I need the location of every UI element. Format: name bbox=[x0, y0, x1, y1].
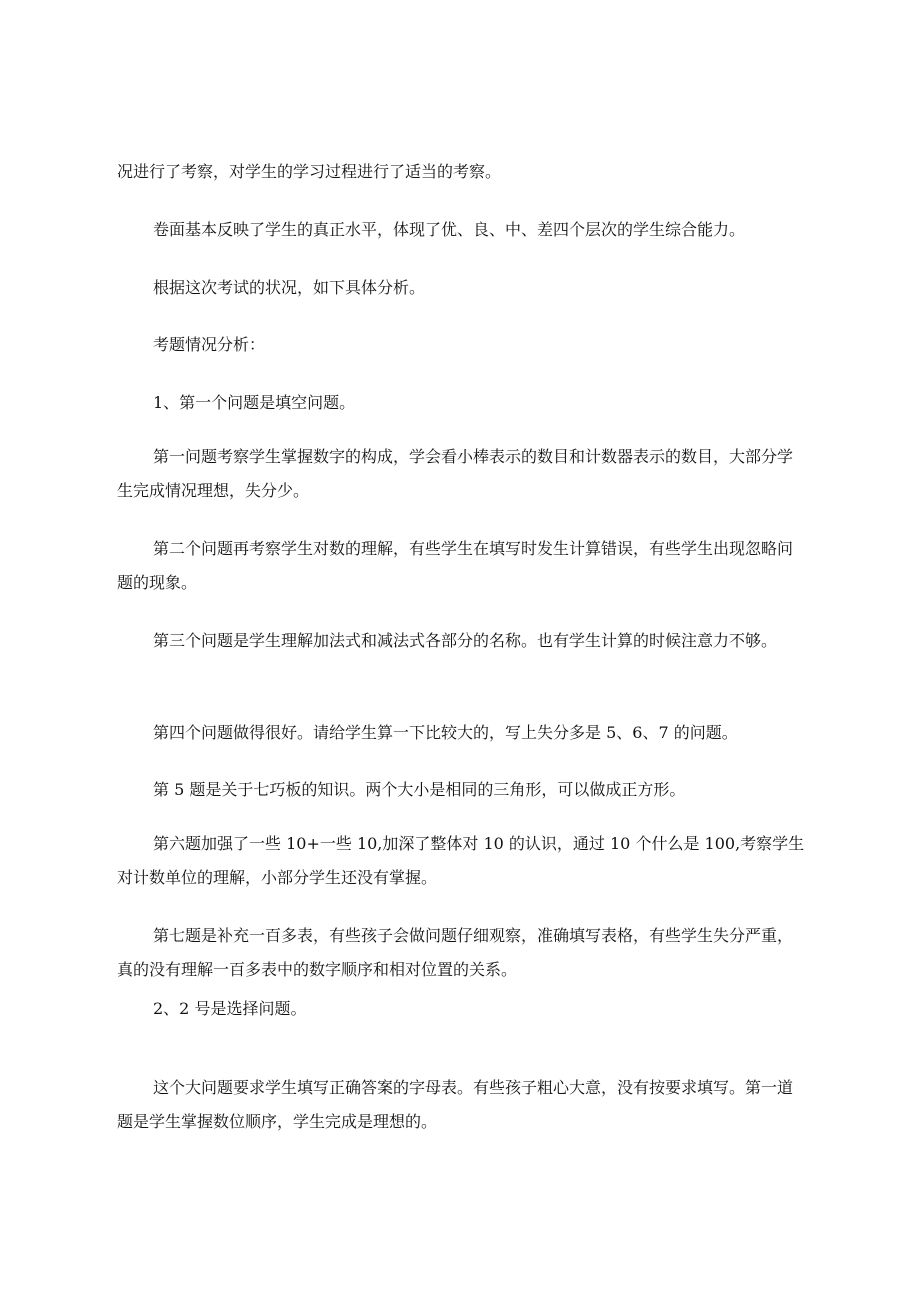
subheading-multiple-choice: 2、2 号是选择问题。 bbox=[153, 999, 307, 1018]
paragraph-question-1: 第一问题考察学生掌握数字的构成，学会看小棒表示的数目和计数器表示的数目，大部分学生完成情况理想，失分少。 bbox=[117, 447, 794, 500]
paragraph-question-5: 第 5 题是关于七巧板的知识。两个大小是相同的三角形，可以做成正方形。 bbox=[153, 780, 686, 799]
paragraph-multiple-choice-detail: 这个大问题要求学生填写正确答案的字母表。有些孩子粗心大意，没有按要求填写。第一道题是学生掌握数位顺序，学生完成是理想的。 bbox=[117, 1078, 794, 1131]
section-heading-question-analysis: 考题情况分析： bbox=[153, 335, 266, 354]
paragraph-continuation: 况进行了考察，对学生的学习过程进行了适当的考察。 bbox=[117, 162, 502, 181]
paragraph-analysis-intro: 根据这次考试的状况，如下具体分析。 bbox=[153, 278, 426, 297]
paragraph-question-6: 第六题加强了一些 10+一些 10,加深了整体对 10 的认识，通过 10 个什么是 100,考察学生对计数单位的理解，小部分学生还没有掌握。 bbox=[117, 834, 805, 887]
paragraph-question-7: 第七题是补充一百多表，有些孩子会做问题仔细观察，准确填写表格，有些学生失分严重，真的没有理解一百多表中的数字顺序和相对位置的关系。 bbox=[117, 926, 794, 979]
subheading-fill-in-blank: 1、第一个问题是填空问题。 bbox=[153, 393, 356, 412]
paragraph-question-2: 第二个问题再考察学生对数的理解，有些学生在填写时发生计算错误，有些学生出现忽略问题的现象。 bbox=[117, 539, 794, 592]
paragraph-question-4: 第四个问题做得很好。请给学生算一下比较大的，写上失分多是 5、6、7 的问题。 bbox=[153, 723, 738, 742]
paragraph-overall-level: 卷面基本反映了学生的真正水平，体现了优、良、中、差四个层次的学生综合能力。 bbox=[153, 220, 746, 239]
paragraph-question-3: 第三个问题是学生理解加法式和减法式各部分的名称。也有学生计算的时候注意力不够。 bbox=[153, 631, 778, 650]
